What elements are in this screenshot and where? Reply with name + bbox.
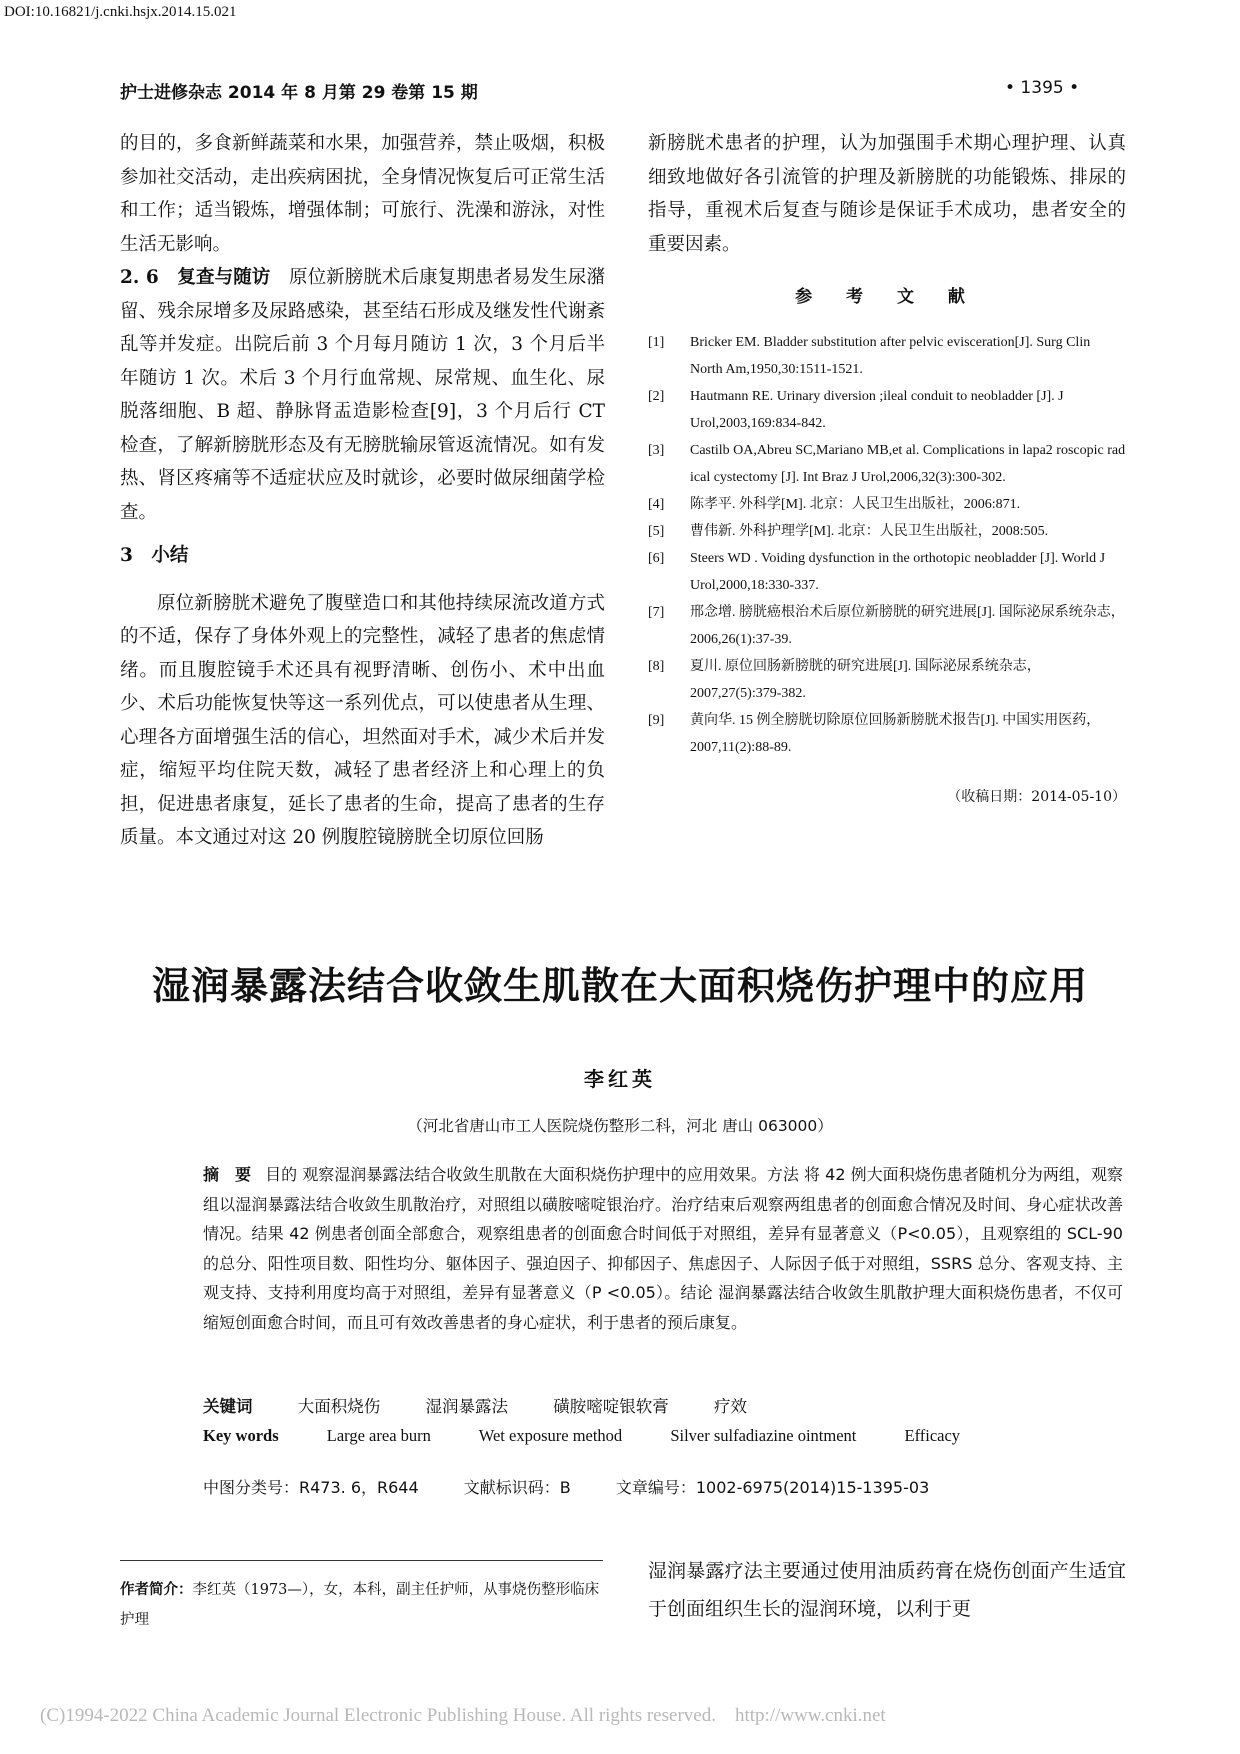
keyword-en: Efficacy	[904, 1426, 961, 1445]
reference-text: Steers WD . Voiding dysfunction in the orthotopic neobladder [J]. World J Urol,2000,18:330-337.	[690, 550, 1106, 593]
article-title: 湿润暴露法结合收敛生肌散在大面积烧伤护理中的应用	[151, 964, 1088, 1008]
section-3-heading: 3 小结	[120, 545, 189, 566]
reference-text: 曹伟新. 外科护理学[M]. 北京：人民卫生出版社，2008:505.	[690, 523, 1049, 539]
keyword-en: Silver sulfadiazine ointment	[670, 1426, 857, 1445]
doi-line: DOI:10.16821/j.cnki.hsjx.2014.15.021	[4, 4, 237, 20]
reference-item	[648, 599, 1126, 653]
keywords-english	[203, 1426, 1004, 1446]
references-heading: 参 考 文 献	[795, 287, 979, 307]
abstract	[203, 1160, 1123, 1337]
reference-number: [5]	[648, 523, 665, 539]
article-number: 文章编号：1002-6975(2014)15-1395-03	[615, 1478, 930, 1497]
reference-text: Bricker EM. Bladder substitution after pelvic evisceration[J]. Surg Clin North Am,1950,30:1511-1521.	[690, 334, 1091, 377]
author-affiliation: （河北省唐山市工人医院烧伤整形二科，河北 唐山 063000）	[407, 1117, 833, 1135]
reference-number: [2]	[648, 388, 665, 404]
reference-number: [3]	[648, 442, 665, 458]
reference-item	[648, 437, 1126, 491]
right-column	[648, 127, 1126, 814]
reference-text: 陈孝平. 外科学[M]. 北京：人民卫生出版社，2006:871.	[690, 496, 1021, 512]
keyword: 疗效	[714, 1397, 747, 1416]
footnote-label: 作者简介：	[120, 1581, 193, 1598]
running-head-page-number: • 1395 •	[1005, 78, 1080, 98]
section-2-6-text: 原位新膀胱术后康复期患者易发生尿潴留、残余尿增多及尿路感染，甚至结石形成及继发性代谢紊乱等并发症。出院后前 3 个月每月随访 1 次，3 个月后半年随访 1 次。术后 3 个月行血常规、尿常规、血生化、尿脱落细胞、B 超、静脉肾盂造影检查[9]，3 个月后行 CT 检查，了解新膀胱形态及有无膀胱输尿管返流情况。如有发热、肾区疼痛等不适症状应及时就诊，必要时做尿细菌学检查。	[120, 267, 605, 523]
reference-item	[648, 707, 1126, 761]
running-head-journal: 护士进修杂志 2014 年 8 月第 29 卷第 15 期	[120, 83, 478, 103]
keywords-chinese	[203, 1393, 787, 1417]
received-date: （收稿日期：2014-05-10）	[947, 788, 1126, 805]
keywords-en-label: Key words	[203, 1426, 279, 1445]
footnote-text: 李红英（1973—），女，本科，副主任护师，从事烧伤整形临床护理	[120, 1582, 600, 1628]
reference-text: 黄向华. 15 例全膀胱切除原位回肠新膀胱术报告[J]. 中国实用医药，2007,11(2):88-89.	[690, 712, 1101, 755]
reference-text: Castilb OA,Abreu SC,Mariano MB,et al. Complications in lapa2 roscopic rad ical cystectomy [J]. Int Braz J Urol,2006,32(3):300-302.	[690, 442, 1126, 485]
reference-item	[648, 329, 1126, 383]
keyword: 磺胺嘧啶银软膏	[553, 1397, 669, 1416]
reference-item	[648, 383, 1126, 437]
body-text-start: 湿润暴露疗法主要通过使用油质药膏在烧伤创面产生适宜于创面组织生长的湿润环境，以利于更	[648, 1560, 1126, 1620]
reference-number: [4]	[648, 496, 665, 512]
document-code: 文献标识码：B	[463, 1478, 571, 1497]
keyword: 湿润暴露法	[425, 1397, 508, 1416]
clc-number: 中图分类号：R473. 6，R644	[203, 1478, 419, 1497]
right-paragraph-1: 新膀胱术患者的护理，认为加强围手术期心理护理、认真细致地做好各引流管的护理及新膀胱的功能锻炼、排尿的指导，重视术后复查与随诊是保证手术成功，患者安全的重要因素。	[648, 133, 1126, 255]
reference-number: [8]	[648, 658, 665, 674]
section-3-text: 原位新膀胱术避免了腹壁造口和其他持续尿流改道方式的不适，保存了身体外观上的完整性，减轻了患者的焦虑情绪。而且腹腔镜手术还具有视野清晰、创伤小、术中出血少、术后功能恢复快等这一系列优点，可以使患者从生理、心理各方面增强生活的信心，坦然面对手术，减少术后并发症，缩短平均住院天数，减轻了患者经济上和心理上的负担，促进患者康复，延长了患者的生命，提高了患者的生存质量。本文通过对这 20 例腹腔镜膀胱全切原位回肠	[120, 592, 605, 848]
classification-line	[203, 1475, 969, 1498]
keyword-en: Wet exposure method	[478, 1426, 623, 1445]
reference-number: [9]	[648, 712, 665, 728]
reference-text: 夏川. 原位回肠新膀胱的研究进展[J]. 国际泌尿系统杂志，2007,27(5):379-382.	[690, 658, 1041, 701]
reference-item	[648, 545, 1126, 599]
reference-item	[648, 653, 1126, 707]
reference-item	[648, 518, 1126, 545]
footnote-divider	[120, 1560, 603, 1561]
left-paragraph-1: 的目的，多食新鲜蔬菜和水果，加强营养，禁止吸烟，积极参加社交活动，走出疾病困扰，全身情况恢复后可正常生活和工作；适当锻炼，增强体制；可旅行、洗澡和游泳，对性生活无影响。	[120, 133, 605, 255]
section-2-6	[120, 261, 605, 529]
abstract-text: 目的 观察湿润暴露法结合收敛生肌散在大面积烧伤护理中的应用效果。方法 将 42 例大面积烧伤患者随机分为两组，观察组以湿润暴露法结合收敛生肌散治疗，对照组以磺胺嘧啶银治疗。治疗结束后观察两组患者的创面愈合情况及时间、身心症状改善情况。结果 42 例患者创面全部愈合，观察组患者的创面愈合时间低于对照组，差异有显著意义（P<0.05），且观察组的 SCL-90 的总分、阳性项目数、阳性均分、躯体因子、强迫因子、抑郁因子、焦虑因子、人际因子低于对照组，SSRS 总分、客观支持、主观支持、支持利用度均高于对照组，差异有显著意义（P <0.05）。结论 湿润暴露法结合收敛生肌散护理大面积烧伤患者，不仅可缩短创面愈合时间，而且可有效改善患者的身心症状，利于患者的预后康复。	[203, 1165, 1123, 1332]
keyword: 大面积烧伤	[297, 1397, 381, 1416]
left-column	[120, 127, 605, 855]
abstract-label: 摘 要	[203, 1165, 252, 1184]
article-author: 李红英	[584, 1067, 656, 1091]
reference-text: 邢念增. 膀胱癌根治术后原位新膀胱的研究进展[J]. 国际泌尿系统杂志，2006,26(1):37-39.	[690, 604, 1125, 647]
keywords-label: 关键词	[203, 1397, 253, 1416]
reference-number: [6]	[648, 550, 665, 566]
reference-item	[648, 491, 1126, 518]
section-2-6-heading: 2. 6 复查与随访	[120, 267, 271, 288]
author-footnote	[120, 1575, 610, 1635]
copyright-watermark: (C)1994-2022 China Academic Journal Electronic Publishing House. All rights reserved. http://www.cnki.net	[40, 1705, 886, 1726]
reference-number: [7]	[648, 604, 665, 620]
reference-text: Hautmann RE. Urinary diversion ;ileal conduit to neobladder [J]. J Urol,2003,169:834-842.	[690, 388, 1064, 431]
reference-number: [1]	[648, 334, 665, 350]
keyword-en: Large area burn	[326, 1426, 431, 1445]
